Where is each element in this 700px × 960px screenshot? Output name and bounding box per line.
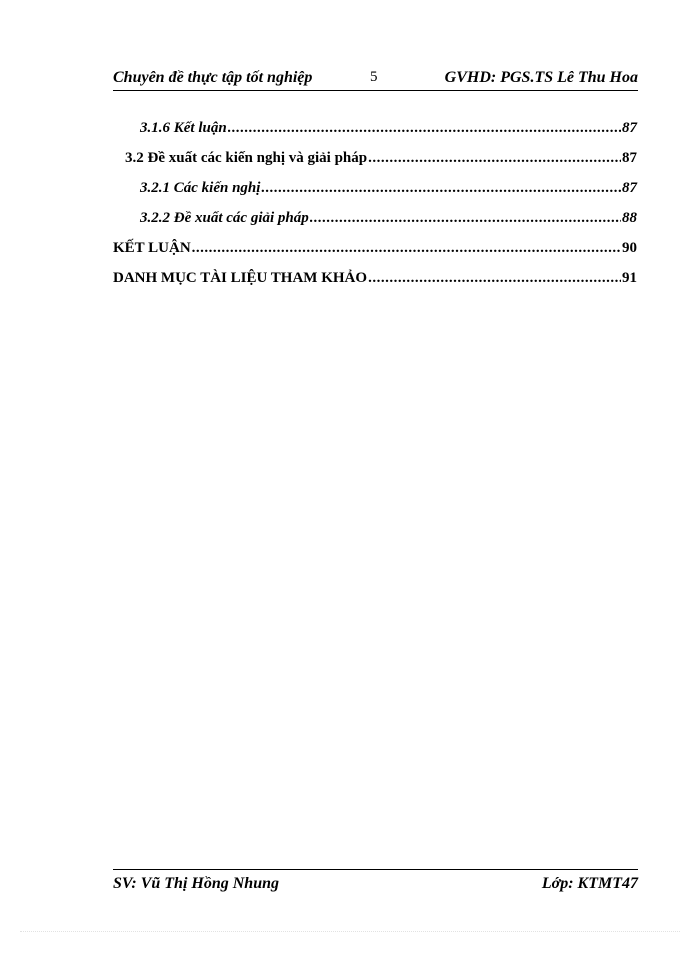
- toc-entry-page: 87: [622, 120, 637, 136]
- page-header: [113, 66, 638, 91]
- toc-dot-leader: [368, 150, 621, 167]
- toc-entry[interactable]: [113, 180, 637, 210]
- header-supervisor: GVHD: PGS.TS Lê Thu Hoa: [444, 69, 638, 86]
- toc-entry-page: 90: [622, 240, 637, 256]
- toc-entry[interactable]: [113, 270, 637, 300]
- toc-entry[interactable]: [113, 240, 637, 270]
- toc-entry-title: 3.1.6 Kết luận: [140, 120, 227, 136]
- toc-dot-leader: [228, 120, 621, 137]
- header-thesis-title: Chuyên đề thực tập tốt nghiệp: [113, 69, 313, 86]
- toc-dot-leader: [310, 210, 621, 227]
- page-edge-divider: [20, 931, 680, 932]
- toc-entry-title: DANH MỤC TÀI LIỆU THAM KHẢO: [113, 270, 368, 286]
- toc-entry[interactable]: [113, 150, 637, 180]
- footer-student-name: SV: Vũ Thị Hồng Nhung: [113, 875, 279, 892]
- toc-dot-leader: [261, 180, 621, 197]
- toc-entry[interactable]: [113, 210, 637, 240]
- toc-entry-title: 3.2 Đề xuất các kiến nghị và giải pháp: [125, 150, 368, 166]
- toc-entry-page: 91: [622, 270, 637, 286]
- toc-dot-leader: [192, 240, 621, 257]
- toc-entry-page: 87: [622, 180, 637, 196]
- toc-entry-title: KẾT LUẬN: [113, 240, 191, 256]
- footer-class: Lớp: KTMT47: [541, 875, 638, 892]
- header-page-number: 5: [370, 69, 378, 85]
- toc-dot-leader: [368, 270, 621, 287]
- toc-entry-page: 88: [622, 210, 637, 226]
- table-of-contents: [113, 120, 637, 300]
- toc-entry[interactable]: [113, 120, 637, 150]
- toc-entry-title: 3.2.2 Đề xuất các giải pháp: [140, 210, 309, 226]
- toc-entry-title: 3.2.1 Các kiến nghị: [140, 180, 261, 196]
- toc-entry-page: 87: [622, 150, 637, 166]
- page-footer: [113, 869, 638, 900]
